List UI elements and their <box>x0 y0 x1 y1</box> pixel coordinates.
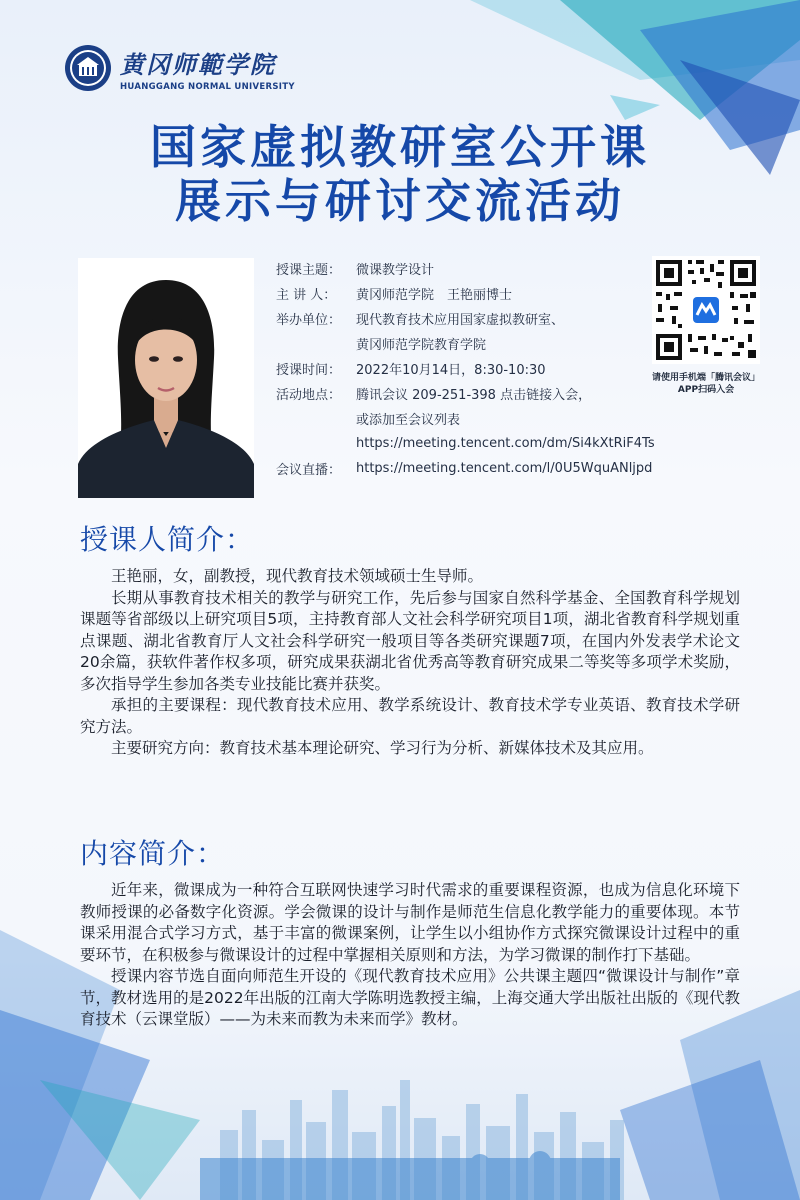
qr-code-icon <box>652 256 760 364</box>
content-intro-text <box>80 880 740 1031</box>
info-row-location <box>276 381 656 406</box>
section-title-speaker-bio: 授课人简介： <box>80 523 255 556</box>
info-row-organizer <box>276 306 656 331</box>
university-seal-icon <box>64 44 112 92</box>
info-value: 黄冈师范学院教育学院 <box>356 338 487 353</box>
content-paragraph: 近年来，微课成为一种符合互联网快速学习时代需求的重要课程资源，也成为信息化环境下教师授课的必备数字化资源。学会微课的设计与制作是师范生信息化教学能力的重要体现。本节课采用混合式学习方式，基于丰富的微课案例，让学生以小组协作方式探究微课设计过程中的重要环节，在积极参与微课设计的过程中掌握相关原则和方法，为学习微课的制作打下基础。 <box>80 881 740 964</box>
info-row-live <box>276 456 656 481</box>
event-info <box>276 256 656 481</box>
info-value: 或添加至会议列表 <box>356 413 461 428</box>
qr-instruction <box>640 372 772 396</box>
info-value: 腾讯会议 209-251-398 点击链接入会， <box>356 388 592 403</box>
info-row-time <box>276 356 656 381</box>
live-stream-link[interactable]: https://meeting.tencent.com/l/0U5WquANljpd <box>356 461 653 476</box>
content-paragraph: 授课内容节选自面向师范生开设的《现代教育技术应用》公共课主题四“微课设计与制作”章节，教材选用的是2022年出版的江南大学陈明选教授主编，上海交通大学出版社出版的《现代教育技术（云课堂版）——为未来而教为未来而学》教材。 <box>80 967 740 1028</box>
city-skyline-decoration <box>0 1060 800 1200</box>
info-label: 授课主题： <box>276 263 342 278</box>
info-row-location-cont <box>276 406 656 431</box>
info-value: 现代教育技术应用国家虚拟教研室、 <box>356 313 565 328</box>
section-title-content-intro: 内容简介： <box>80 837 226 870</box>
info-value: 微课教学设计 <box>356 263 435 278</box>
info-row-speaker <box>276 281 656 306</box>
poster-title-line2: 展示与研讨交流活动 <box>175 174 625 228</box>
bio-paragraph: 承担的主要课程：现代教育技术应用、教学系统设计、教育技术学专业英语、教育技术学研究方法。 <box>80 696 740 736</box>
speaker-bio-text <box>80 566 740 760</box>
info-label: 活动地点： <box>276 388 342 403</box>
qr-instruction-line2: APP扫码入会 <box>677 385 735 395</box>
poster-title-line1: 国家虚拟教研室公开课 <box>150 120 650 174</box>
university-name-cn: 黄冈师範学院 <box>120 49 276 79</box>
info-value: 黄冈师范学院 王艳丽博士 <box>356 288 513 303</box>
qr-code[interactable] <box>652 256 760 364</box>
meeting-link[interactable]: https://meeting.tencent.com/dm/Si4kXtRiF4Ts <box>356 436 655 451</box>
info-label: 会议直播： <box>276 463 342 478</box>
bio-paragraph: 王艳丽，女，副教授，现代教育技术领域硕士生导师。 <box>111 567 484 585</box>
bio-paragraph: 主要研究方向：教育技术基本理论研究、学习行为分析、新媒体技术及其应用。 <box>111 739 654 757</box>
info-label: 举办单位： <box>276 313 342 328</box>
university-logo <box>64 44 295 92</box>
info-value: 2022年10月14日，8:30-10:30 <box>356 363 546 378</box>
info-label: 授课时间： <box>276 363 342 378</box>
bio-paragraph: 长期从事教育技术相关的教学与研究工作，先后参与国家自然科学基金、全国教育科学规划课题等省部级以上研究项目5项，主持教育部人文社会科学研究项目1项，湖北省教育科学规划重点课题、湖北省教育厅人文社会科学研究一般项目等各类研究课题7项，在国内外发表学术论文20余篇，获软件著作权多项，研究成果获湖北省优秀高等教育研究成果二等奖等多项学术奖励，多次指导学生参加各类专业技能比赛并获奖。 <box>80 588 740 693</box>
info-label: 主 讲 人： <box>276 288 337 303</box>
info-row-organizer-cont <box>276 331 656 356</box>
speaker-photo <box>78 258 254 498</box>
info-row-topic <box>276 256 656 281</box>
qr-instruction-line1: 请使用手机端「腾讯会议」 <box>651 373 760 383</box>
meeting-link-row <box>276 431 656 456</box>
university-name-en: HUANGGANG NORMAL UNIVERSITY <box>120 81 295 92</box>
